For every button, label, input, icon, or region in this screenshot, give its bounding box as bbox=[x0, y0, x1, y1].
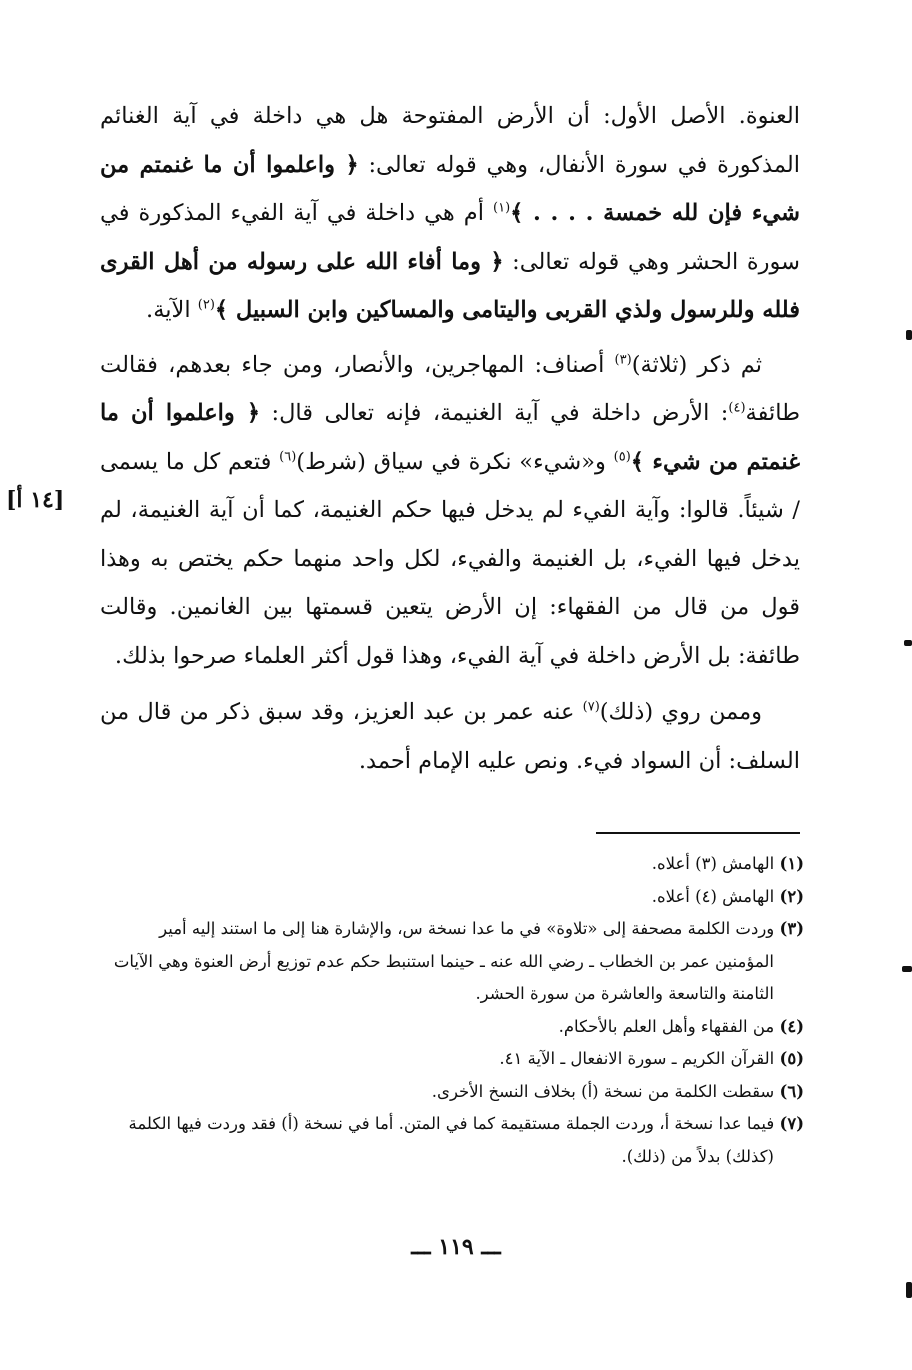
text-run: : الأرض داخلة في آية الغنيمة، فإنه تعالى قال: bbox=[260, 400, 729, 426]
footnote-text: من الفقهاء وأهل العلم بالأحكام. bbox=[558, 1016, 780, 1036]
footnote-ref: (٤) bbox=[728, 400, 746, 416]
page-number: ـــ ١١٩ ـــ bbox=[411, 1234, 501, 1260]
paragraph-1 bbox=[100, 92, 800, 335]
footnote-text: وردت الكلمة مصحفة إلى «تلاوة» في ما عدا نسخة س، والإشارة هنا إلى ما استند إليه أمير المؤمنين عمر بن الخطاب ـ رضي الله عنه ـ حينما استنبط حكم عدم توزيع أرض العنوة وهي الآيات الثامنة والتاسعة والعاشرة من سورة الحشر. bbox=[113, 919, 780, 1003]
text-run: ثم ذكر (ثلاثة) bbox=[631, 351, 762, 378]
text-run: أصناف: المهاجرين، والأنصار، ومن جاء بعدهم، فقالت طائفة bbox=[100, 351, 800, 426]
footnote-text: فيما عدا نسخة أ، وردت الجملة مستقيمة كما في المتن. أما في نسخة (أ) فقد وردت فيها الكلمة (كذلك) بدلاً من (ذلك). bbox=[128, 1114, 780, 1166]
footnote-number: (٢) bbox=[779, 886, 804, 906]
footnote-number: (٦) bbox=[779, 1081, 804, 1101]
main-text bbox=[100, 92, 800, 785]
text-run: عنه عمر بن عبد العزيز، وقد سبق ذكر من قال من السلف: أن السواد فيء. ونص عليه الإمام أحمد. bbox=[100, 699, 800, 774]
footnote-ref: (٥) bbox=[613, 449, 631, 464]
footnote bbox=[100, 881, 804, 914]
text-run: فتعم كل ما يسمى / شيئاً. قالوا: وآية الفيء لم يدخل فيها حكم الغنيمة، كما أن آية الغنيمة، لم يدخل فيها الفيء، بل الغنيمة والفيء، لكل واحد منهما حكم يختص به وهذا قول من قال من الفقهاء: إن الأرض يتعين قسمتها بين الغانمين. وقالت طائفة: بل الأرض داخلة في آية الفيء، وهذا قول أكثر العلماء صرحوا بذلك. bbox=[100, 448, 800, 669]
text-run: الآية. bbox=[146, 297, 198, 323]
scan-edge-mark bbox=[904, 640, 912, 646]
scan-edge-mark bbox=[902, 966, 912, 972]
quran-quote: ﴿ واعلموا أن ما غنمتم من شيء ﴾ bbox=[100, 400, 800, 475]
footnote bbox=[100, 1043, 804, 1076]
paragraph-2 bbox=[100, 341, 800, 681]
footnote-ref: (٦) bbox=[279, 449, 297, 464]
quran-quote: ﴿ وما أفاء الله على رسوله من أهل القرى فلله وللرسول ولذي القربى واليتامى والمساكين وابن السبيل ﴾ bbox=[100, 248, 800, 323]
footnote-number: (٥) bbox=[779, 1049, 804, 1068]
footnote-number: (١) bbox=[779, 854, 804, 873]
manuscript-folio-marker: [١٤ أ] bbox=[6, 487, 65, 513]
text-run: أم هي داخلة في آية الفيء المذكورة في سورة الحشر وهي قوله تعالى: bbox=[100, 200, 800, 275]
footnote bbox=[100, 1108, 804, 1173]
footnote-number: (٧) bbox=[779, 1114, 804, 1133]
footnote bbox=[100, 913, 804, 1011]
text-run: وممن روي (ذلك) bbox=[599, 699, 763, 725]
footnote-separator bbox=[596, 832, 800, 834]
footnote-ref: (٢) bbox=[197, 297, 215, 313]
footnote-ref: (١) bbox=[493, 200, 511, 216]
footnote-number: (٣) bbox=[779, 919, 804, 938]
text-run: و«شيء» نكرة في سياق (شرط) bbox=[296, 448, 614, 475]
footnote-text: سقطت الكلمة من نسخة (أ) بخلاف النسخ الأخرى. bbox=[431, 1081, 780, 1101]
footnote bbox=[100, 1011, 804, 1044]
paragraph-3 bbox=[100, 688, 800, 785]
footnote-text: القرآن الكريم ـ سورة الانفعال ـ الآية ٤١. bbox=[499, 1049, 780, 1068]
footnote-ref: (٧) bbox=[582, 699, 600, 715]
footnote bbox=[100, 848, 804, 881]
footnote-text: الهامش (٣) أعلاه. bbox=[651, 854, 780, 873]
footnote bbox=[100, 1076, 804, 1109]
footnotes bbox=[100, 848, 804, 1173]
footnote-number: (٤) bbox=[779, 1016, 804, 1036]
footnote-text: الهامش (٤) أعلاه. bbox=[651, 886, 780, 906]
scan-edge-mark bbox=[906, 330, 912, 340]
footnote-ref: (٣) bbox=[614, 352, 632, 367]
text-run: العنوة. الأصل الأول: أن الأرض المفتوحة هل هي داخلة في آية الغنائم المذكورة في سورة الأنفال، وهي قوله تعالى: bbox=[100, 103, 800, 178]
scan-edge-mark bbox=[906, 1282, 912, 1298]
quran-quote: ﴿ واعلموا أن ما غنمتم من شيء فإن لله خمسة . . . . ﴾ bbox=[100, 151, 801, 226]
